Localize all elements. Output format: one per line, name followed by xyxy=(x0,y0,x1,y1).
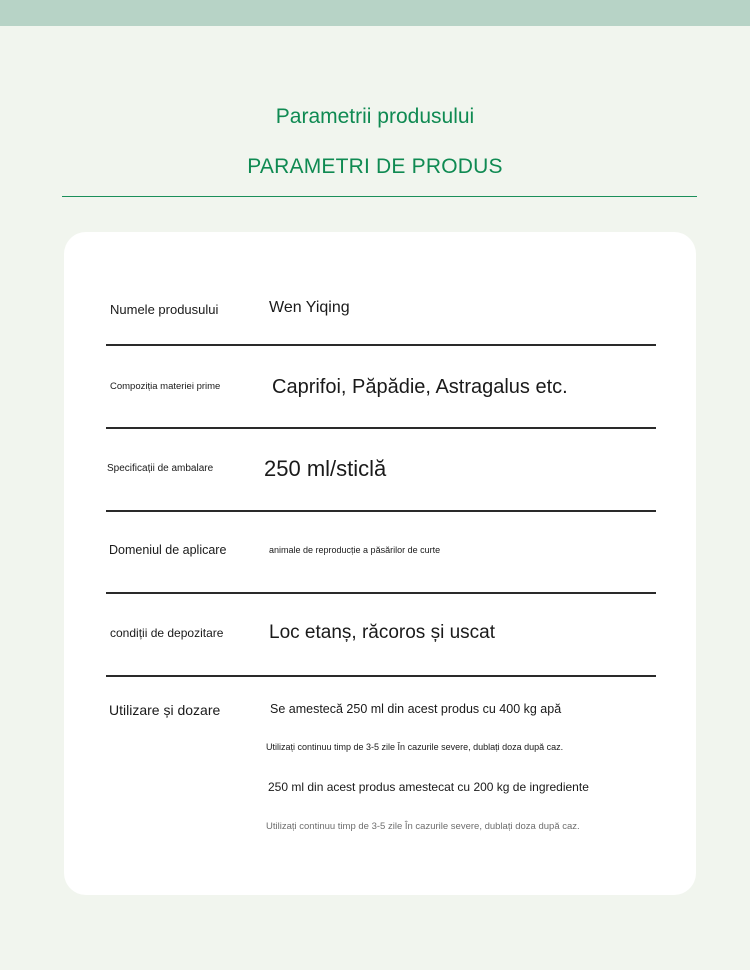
row-label-usage: Utilizare și dozare xyxy=(109,702,221,718)
row-value-product-name: Wen Yiqing xyxy=(269,299,350,316)
usage-line: Utilizați continuu timp de 3-5 zile În cazurile severe, dublați doza după caz. xyxy=(266,821,580,832)
row-label-product-name: Numele produsului xyxy=(110,302,219,317)
row-label-application: Domeniul de aplicare xyxy=(109,543,227,557)
row-divider xyxy=(106,344,656,346)
row-divider xyxy=(106,510,656,512)
row-label-composition: Compoziția materiei prime xyxy=(110,381,221,392)
row-value-storage: Loc etanș, răcoros și uscat xyxy=(269,622,495,643)
usage-line: Utilizați continuu timp de 3-5 zile În cazurile severe, dublați doza după caz. xyxy=(266,742,564,752)
usage-line: Se amestecă 250 ml din acest produs cu 400 kg apă xyxy=(270,702,562,716)
row-value-application: animale de reproducție a păsărilor de curte xyxy=(269,545,441,555)
row-divider xyxy=(106,675,656,677)
row-divider xyxy=(106,427,656,429)
row-label-storage: condiții de depozitare xyxy=(110,626,224,640)
row-value-composition: Caprifoi, Păpădie, Astragalus etc. xyxy=(272,376,568,398)
page-title: Parametrii produsului xyxy=(275,105,475,128)
row-divider xyxy=(106,592,656,594)
page-subtitle: PARAMETRI DE PRODUS xyxy=(247,155,503,178)
top-band xyxy=(0,0,750,26)
header-divider xyxy=(62,196,697,197)
parameters-card xyxy=(64,232,696,895)
usage-line: 250 ml din acest produs amestecat cu 200 kg de ingrediente xyxy=(268,780,589,794)
row-value-packaging: 250 ml/sticlă xyxy=(264,456,387,481)
row-label-packaging: Specificații de ambalare xyxy=(107,463,214,474)
